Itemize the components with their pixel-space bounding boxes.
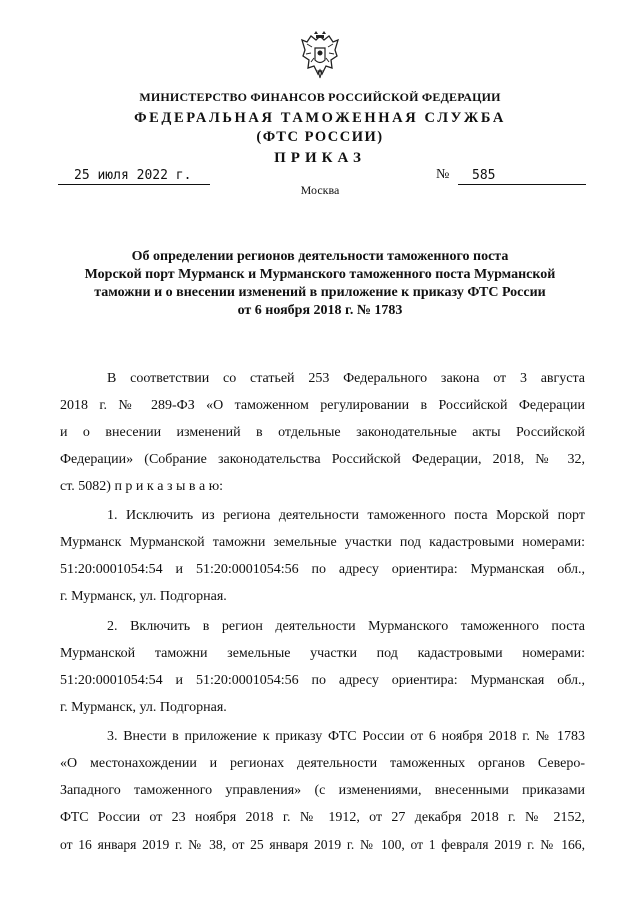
body-text-line: Федерации» (Собрание законодательства Российской Федерации, 2018, № 32,: [60, 452, 585, 467]
service-abbreviation: (ФТС РОССИИ): [256, 129, 384, 145]
order-date: 25 июля 2022 г.: [58, 168, 210, 185]
city: Москва: [300, 183, 340, 197]
body-text-line: г. Мурманск, ул. Подгорная.: [60, 589, 227, 604]
body-text-line: ФТС России от 23 ноября 2018 г. № 1912, от 27 декабря 2018 г. № 2152,: [60, 810, 585, 825]
body-text-line: 3. Внести в приложение к приказу ФТС России от 6 ноября 2018 г. № 1783: [107, 729, 585, 744]
body-text-line: 2. Включить в регион деятельности Мурманского таможенного поста: [107, 619, 585, 634]
body-text-line: Мурманской таможни земельные участки под кадастровыми номерами:: [60, 646, 585, 661]
body-text-line: «О местонахождении и регионах деятельности таможенных органов Северо-: [60, 756, 585, 771]
body-text-line: 51:20:0001054:54 и 51:20:0001054:56 по адресу ориентира: Мурманская обл.,: [60, 673, 585, 688]
body-text-line: от 16 января 2019 г. № 38, от 25 января 2019 г. № 100, от 1 февраля 2019 г. № 166,: [60, 837, 585, 852]
body-text-line: 2018 г. № 289-ФЗ «О таможенном регулировании в Российской Федерации: [60, 398, 585, 413]
number-sign: №: [436, 167, 450, 182]
document-title-line: от 6 ноября 2018 г. № 1783: [237, 303, 403, 318]
body-text-line: 51:20:0001054:54 и 51:20:0001054:56 по адресу ориентира: Мурманская обл.,: [60, 562, 585, 577]
body-text-line: и о внесении изменений в отдельные законодательные акты Российской: [60, 425, 585, 440]
service-name: ФЕДЕРАЛЬНАЯ ТАМОЖЕННАЯ СЛУЖБА: [134, 110, 506, 126]
document-title-line: таможни и о внесении изменений в приложение к приказу ФТС России: [94, 285, 546, 300]
order-number: 585: [458, 168, 586, 185]
body-text-line: г. Мурманск, ул. Подгорная.: [60, 700, 227, 715]
document-title-line: Морской порт Мурманск и Мурманского таможенного поста Мурманской: [84, 267, 556, 282]
coat-of-arms-emblem-icon: [299, 30, 341, 80]
body-text-line: Западного таможенного управления» (с изменениями, внесенными приказами: [60, 783, 585, 798]
ministry-name: МИНИСТЕРСТВО ФИНАНСОВ РОССИЙСКОЙ ФЕДЕРАЦИИ: [139, 90, 501, 104]
document-type: ПРИКАЗ: [274, 150, 366, 166]
body-text-line: 1. Исключить из региона деятельности таможенного поста Морской порт: [107, 508, 585, 523]
document-title-line: Об определении регионов деятельности таможенного поста: [131, 249, 509, 264]
body-text-line: В соответствии со статьей 253 Федерального закона от 3 августа: [107, 371, 585, 386]
body-text-line: ст. 5082) п р и к а з ы в а ю:: [60, 479, 224, 494]
body-text-line: Мурманск Мурманской таможни земельные участки под кадастровыми номерами:: [60, 535, 585, 550]
